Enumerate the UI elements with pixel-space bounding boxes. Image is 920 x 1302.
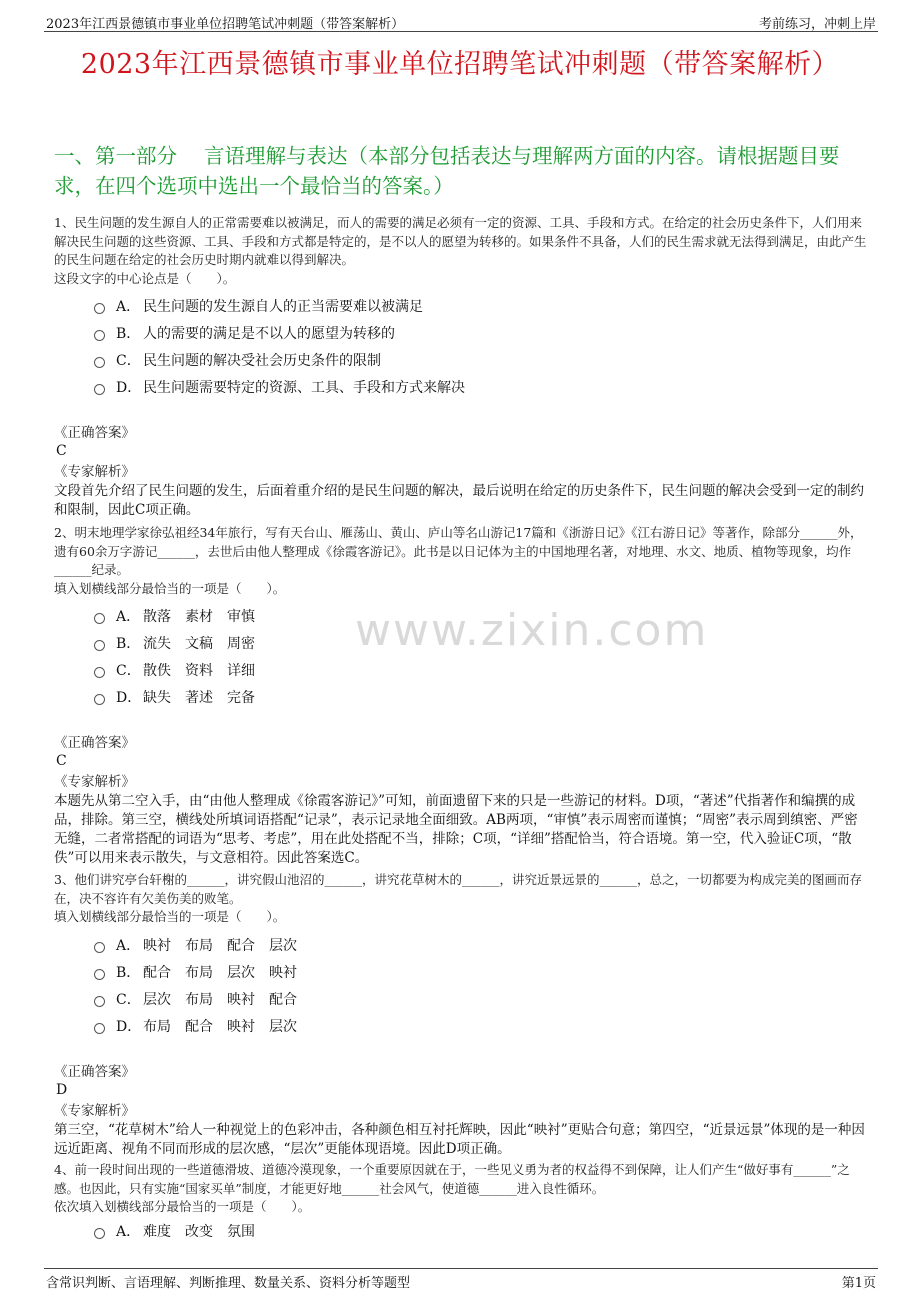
radio-icon[interactable] xyxy=(94,1228,105,1239)
option-text: 映衬 布局 配合 层次 xyxy=(143,937,297,954)
option-letter: C． xyxy=(116,663,141,679)
watermark: www.zixin.com xyxy=(355,605,709,656)
question-3 xyxy=(54,871,868,1159)
radio-icon[interactable] xyxy=(94,942,105,953)
answer-value: C xyxy=(56,443,67,459)
option-a[interactable] xyxy=(54,604,868,631)
option-d[interactable] xyxy=(54,375,868,402)
radio-icon[interactable] xyxy=(94,694,105,705)
section-heading: 一、第一部分 言语理解与表达（本部分包括表达与理解两方面的内容。请根据题目要求，在四个选项中选出一个最恰当的答案。） xyxy=(54,144,840,198)
radio-icon[interactable] xyxy=(94,667,105,678)
option-text: 民生问题的解决受社会历史条件的限制 xyxy=(143,353,381,369)
answer-value: D xyxy=(56,1081,68,1098)
question-stem: 3、他们讲究亭台轩榭的______，讲究假山池沼的______，讲究花草树木的______，讲究近景远景的______，总之，一切都要为构成完美的图画而存在，决不容许有欠美伤美的败笔。 xyxy=(54,872,862,906)
explain-label: 《专家解析》 xyxy=(54,774,135,790)
option-text: 散落 素材 审慎 xyxy=(143,609,255,625)
page-number: 第1页 xyxy=(841,1276,876,1291)
radio-icon[interactable] xyxy=(94,1023,105,1034)
question-stem: 4、前一段时间出现的一些道德滑坡、道德冷漠现象，一个重要原因就在于，一些见义勇为者的权益得不到保障，让人们产生“做好事有______”之感。也因此，只有实施“国家买单”制度，才能更好地______社会风气，使道德______进入良性循环。 xyxy=(54,1162,850,1196)
option-letter: C． xyxy=(116,991,141,1008)
option-b[interactable] xyxy=(54,960,868,987)
answer-label: 《正确答案》 xyxy=(54,735,135,751)
answer-value: C xyxy=(56,753,67,769)
footer-divider xyxy=(44,1268,878,1269)
option-letter: B． xyxy=(116,636,141,652)
radio-icon[interactable] xyxy=(94,330,105,341)
option-c[interactable] xyxy=(54,987,868,1014)
option-a[interactable] xyxy=(54,933,868,960)
question-ask: 这段文字的中心论点是（ ）。 xyxy=(54,270,236,286)
option-letter: D． xyxy=(116,1018,142,1035)
radio-icon[interactable] xyxy=(94,969,105,980)
radio-icon[interactable] xyxy=(94,613,105,624)
question-ask: 填入划横线部分最恰当的一项是（ ）。 xyxy=(54,580,286,596)
option-text: 缺失 著述 完备 xyxy=(143,690,255,706)
page-title: 2023年江西景德镇市事业单位招聘笔试冲刺题（带答案解析） xyxy=(80,49,840,80)
option-letter: A． xyxy=(116,609,141,625)
header-slogan: 考前练习，冲刺上岸 xyxy=(758,17,876,32)
explain-text: 第三空，“花草树木”给人一种视觉上的色彩冲击，各种颜色相互衬托辉映，因此“映衬”更贴合句意；第四空，“近景远景”体现的是一种因远近距离、视角不同而形成的层次感，“层次”更能体现语境。因此D项正确。 xyxy=(54,1121,865,1157)
page-header xyxy=(0,0,920,32)
radio-icon[interactable] xyxy=(94,303,105,314)
question-2 xyxy=(54,524,868,868)
header-doc-title: 2023年江西景德镇市事业单位招聘笔试冲刺题（带答案解析） xyxy=(46,17,405,32)
option-text: 人的需要的满足是不以人的愿望为转移的 xyxy=(143,326,395,342)
question-stem: 2、明末地理学家徐弘祖经34年旅行，写有天台山、雁荡山、黄山、庐山等名山游记17篇和《浙游日记》《江右游日记》等著作，除部分______外，遗有60余万字游记______，去世后由他人整理成《徐霞客游记》。此书是以日记体为主的中国地理名著，对地理、水文、地质、植物等现象，均作______纪录。 xyxy=(54,525,863,577)
answer-label: 《正确答案》 xyxy=(54,1063,135,1080)
option-text: 配合 布局 层次 映衬 xyxy=(143,964,297,981)
option-text: 民生问题的发生源自人的正当需要难以被满足 xyxy=(143,299,423,315)
option-b[interactable] xyxy=(54,631,868,658)
option-list xyxy=(54,604,868,712)
question-1 xyxy=(54,214,868,520)
option-text: 散佚 资料 详细 xyxy=(143,663,255,679)
explain-label: 《专家解析》 xyxy=(54,464,135,480)
option-text: 层次 布局 映衬 配合 xyxy=(143,991,297,1008)
header-divider xyxy=(44,31,878,32)
explain-text: 文段首先介绍了民生问题的发生，后面着重介绍的是民生问题的解决，最后说明在给定的历史条件下，民生问题的解决会受到一定的制约和限制，因此C项正确。 xyxy=(54,483,864,518)
radio-icon[interactable] xyxy=(94,640,105,651)
radio-icon[interactable] xyxy=(94,357,105,368)
option-list xyxy=(54,933,868,1041)
radio-icon[interactable] xyxy=(94,996,105,1007)
option-text: 民生问题需要特定的资源、工具、手段和方式来解决 xyxy=(143,380,465,396)
question-4 xyxy=(54,1161,868,1246)
option-d[interactable] xyxy=(54,685,868,712)
option-text: 布局 配合 映衬 层次 xyxy=(143,1018,297,1035)
explain-text: 本题先从第二空入手，由“由他人整理成《徐霞客游记》”可知，前面遗留下来的只是一些游记的材料。D项，“著述”代指著作和编撰的成品，排除。第三空，横线处所填词语搭配“记录”，表示记录地全面细致。AB两项，“审慎”表示周密而谨慎；“周密”表示周到缜密、严密无缝，二者常搭配的词语为“思考、考虑”，用在此处搭配不当，排除；C项，“详细”搭配恰当，符合语境。第一空，代入验证C项，“散佚”可以用来表示散失，与文意相符。因此答案选C。 xyxy=(54,793,858,866)
option-a[interactable] xyxy=(54,1219,868,1246)
option-c[interactable] xyxy=(54,348,868,375)
explain-label: 《专家解析》 xyxy=(54,1102,135,1119)
question-ask: 填入划横线部分最恰当的一项是（ ）。 xyxy=(54,909,286,924)
option-list xyxy=(54,294,868,402)
option-letter: D． xyxy=(116,380,142,396)
option-b[interactable] xyxy=(54,321,868,348)
option-c[interactable] xyxy=(54,658,868,685)
page-footer xyxy=(0,1268,920,1302)
option-list xyxy=(54,1219,868,1246)
option-text: 流失 文稿 周密 xyxy=(143,636,255,652)
option-letter: B． xyxy=(116,326,141,342)
question-stem: 1、民生问题的发生源自人的正常需要难以被满足，而人的需要的满足必须有一定的资源、工具、手段和方式。在给定的社会历史条件下，人们用来解决民生问题的这些资源、工具、手段和方式都是特定的，是不以人的愿望为转移的。如果条件不具备，人们的民生需求就无法得到满足，由此产生的民生问题在给定的社会历史时期内就难以得到解决。 xyxy=(54,215,867,267)
answer-label: 《正确答案》 xyxy=(54,425,135,441)
option-text: 难度 改变 氛围 xyxy=(143,1223,255,1240)
option-letter: A． xyxy=(116,937,141,954)
option-letter: B． xyxy=(116,964,141,981)
option-letter: A． xyxy=(116,299,141,315)
option-letter: A． xyxy=(116,1223,141,1240)
option-a[interactable] xyxy=(54,294,868,321)
footer-note: 含常识判断、言语理解、判断推理、数量关系、资料分析等题型 xyxy=(46,1276,411,1291)
option-letter: C． xyxy=(116,353,141,369)
radio-icon[interactable] xyxy=(94,384,105,395)
option-d[interactable] xyxy=(54,1014,868,1041)
question-ask: 依次填入划横线部分最恰当的一项是（ ）。 xyxy=(54,1199,311,1214)
option-letter: D． xyxy=(116,690,142,706)
